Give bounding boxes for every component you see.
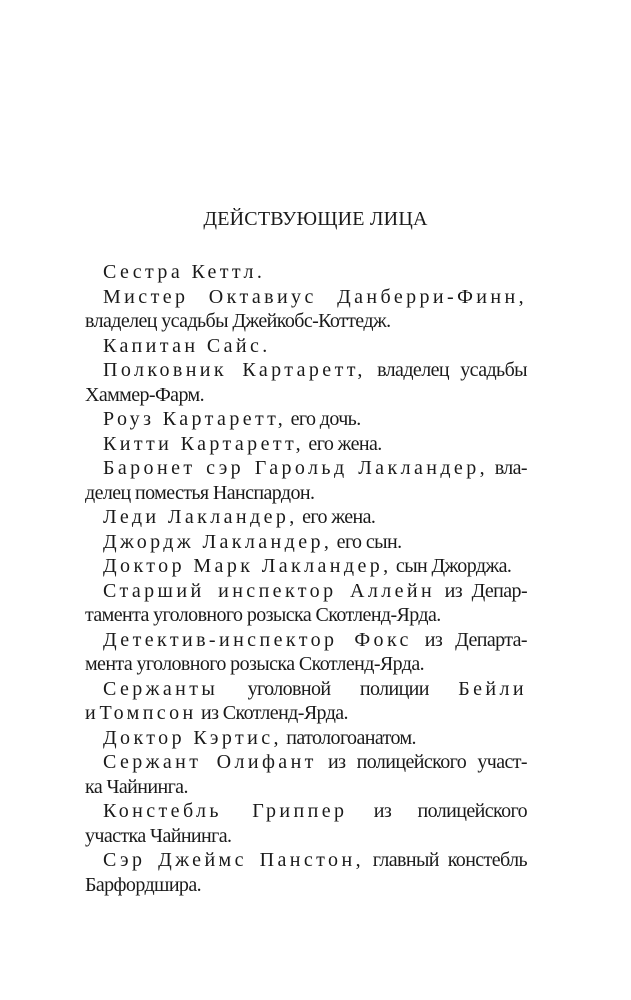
cast-entry (85, 726, 527, 751)
text-line (85, 358, 527, 383)
character-name: Доктор Марк Лакландер, (103, 555, 392, 577)
text-line (85, 309, 527, 334)
character-description: владелец усадьбы (365, 359, 527, 381)
cast-entry (85, 407, 527, 432)
cast-entry (85, 579, 527, 628)
character-name: Сестра Кеттл. (103, 261, 266, 283)
text-line (85, 285, 527, 310)
character-description: ка Чайнинга. (85, 775, 188, 798)
text-line (85, 579, 527, 604)
text-line (85, 848, 527, 873)
character-name: Бейли (458, 677, 527, 700)
text-line (85, 824, 527, 849)
cast-entry (85, 285, 527, 334)
text-line (85, 726, 527, 751)
text-line (85, 260, 527, 285)
character-description: из Департа- (411, 628, 527, 651)
character-description: владелец усадьбы Джейкобс-Коттедж. (85, 310, 391, 332)
text-line (85, 677, 527, 702)
cast-list (85, 260, 527, 897)
character-description: патологоанатом. (281, 726, 416, 749)
text-line (85, 530, 527, 555)
character-description: его дочь. (286, 408, 361, 430)
cast-entry (85, 554, 527, 579)
cast-entry (85, 505, 527, 530)
text-line (85, 407, 527, 432)
character-description: Хаммер-Фарм. (85, 383, 205, 406)
character-name: Сэр Джеймс Панстон, (103, 849, 364, 871)
cast-entry (85, 848, 527, 897)
cast-entry (85, 677, 527, 726)
cast-entry (85, 334, 527, 359)
character-description: тамента уголовного розыска Скотленд-Ярда. (85, 604, 441, 626)
text-line (85, 334, 527, 359)
text-line (85, 701, 527, 726)
character-name: Роуз Картаретт, (103, 408, 287, 430)
character-name: Полковник Картаретт, (103, 359, 366, 381)
cast-entry (85, 432, 527, 457)
text-line (85, 554, 527, 579)
character-description: сын Джорджа. (391, 555, 512, 577)
character-description: участка Чайнинга. (85, 824, 232, 847)
character-name: Китти Картаретт, (103, 432, 305, 455)
character-name: Томпсон (99, 702, 197, 724)
character-description: главный констебль (363, 849, 527, 871)
character-description: из Скотленд-Ярда. (196, 702, 348, 724)
text-line (85, 799, 527, 824)
text-line (85, 603, 527, 628)
character-name: Джордж Лакландер, (103, 530, 333, 553)
character-description: мента уголовного розыска Скотленд-Ярда. (85, 653, 425, 675)
character-name: Сержанты (103, 677, 219, 700)
cast-entry (85, 260, 527, 285)
character-name: Баронет сэр Гарольд Лакландер, (103, 457, 488, 479)
cast-entry (85, 456, 527, 505)
page-heading: ДЕЙСТВУЮЩИЕ ЛИЦА (203, 208, 428, 230)
character-description: его жена. (297, 506, 376, 528)
text-line (85, 628, 527, 653)
text-line (85, 775, 527, 800)
text-line (85, 481, 527, 506)
character-name: Сержант Олифант (103, 751, 317, 773)
character-description: из Депар- (435, 579, 527, 602)
character-description: и (85, 702, 100, 724)
character-description: уголовной полиции (218, 677, 459, 700)
cast-entry (85, 628, 527, 677)
text-line (85, 432, 527, 457)
text-line (85, 750, 527, 775)
character-name: Детектив-инспектор Фокс (103, 628, 412, 651)
text-line (85, 873, 527, 898)
character-description: Барфордшира. (85, 873, 202, 896)
character-description: из полицейского (347, 800, 527, 822)
character-name: Капитан Сайс. (103, 334, 271, 357)
text-line (85, 652, 527, 677)
cast-entry (85, 530, 527, 555)
cast-entry (85, 750, 527, 799)
text-line (85, 383, 527, 408)
character-name: Старший инспектор Аллейн (103, 579, 436, 602)
text-line (85, 456, 527, 481)
character-description: из полицейского участ- (316, 751, 527, 773)
cast-entry (85, 799, 527, 848)
character-name: Мистер Октавиус Данберри-Финн, (103, 285, 527, 308)
character-name: Доктор Кэртис, (103, 726, 282, 749)
character-description: его сын. (332, 530, 402, 553)
character-description: делец поместья Нанспардон. (85, 481, 315, 504)
cast-entry (85, 358, 527, 407)
character-name: Констебль Гриппер (103, 800, 348, 822)
character-description: вла- (488, 457, 527, 479)
character-description: его жена. (304, 432, 382, 455)
character-name: Леди Лакландер, (103, 506, 298, 528)
text-line (85, 505, 527, 530)
